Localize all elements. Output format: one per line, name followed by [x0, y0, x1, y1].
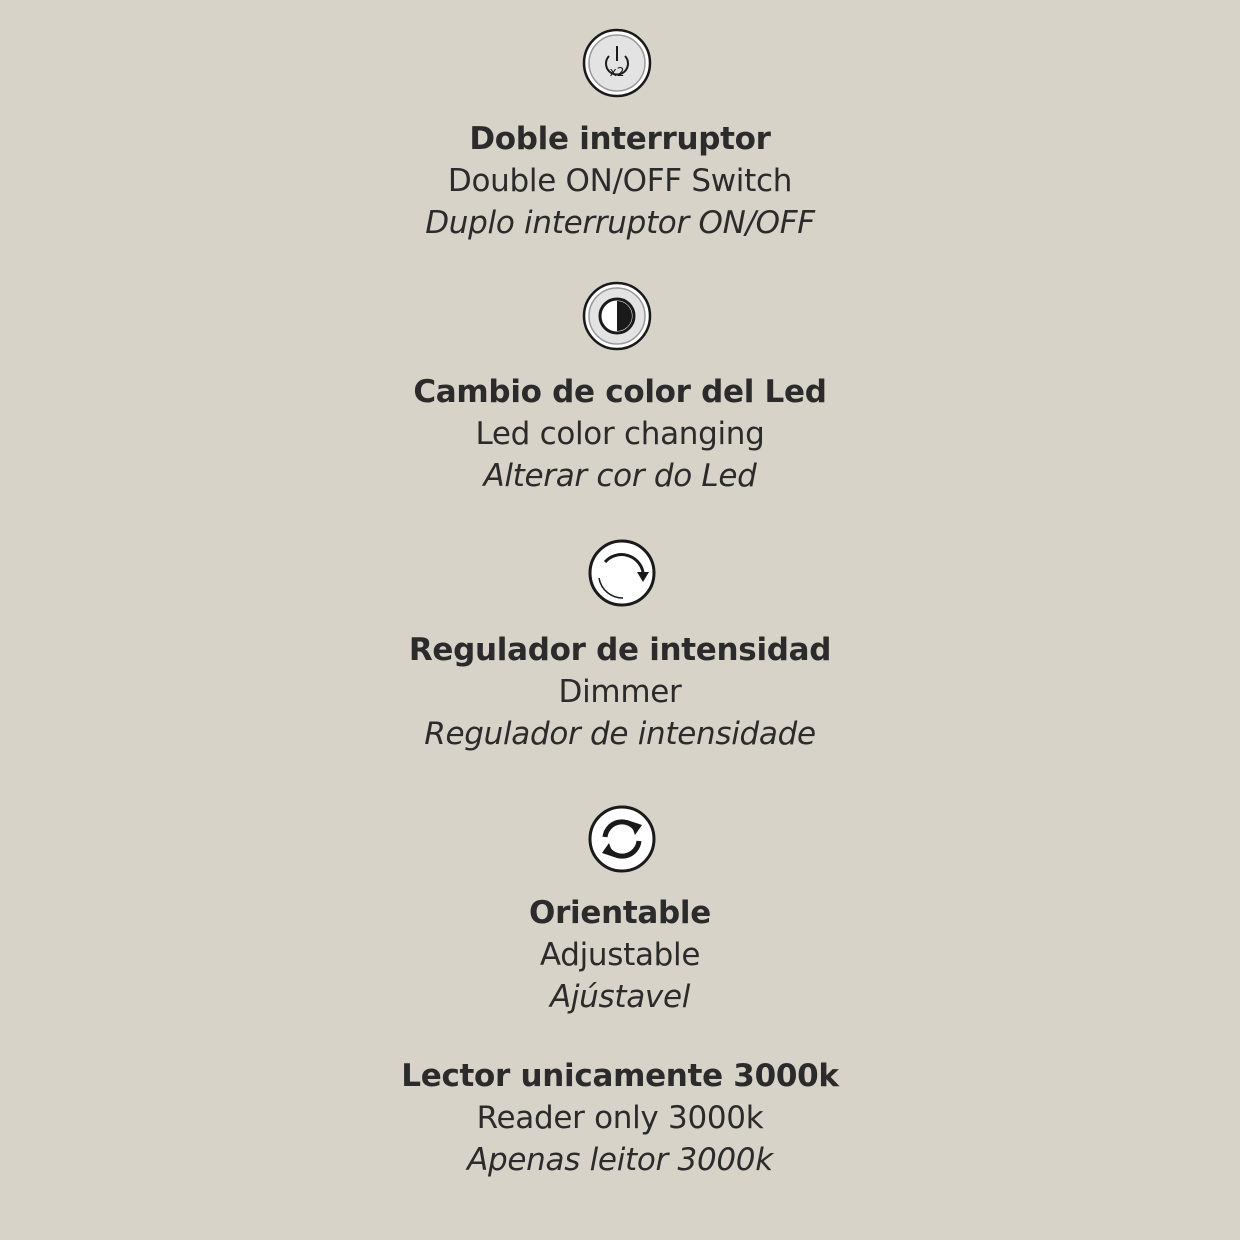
feature-english: Dimmer [558, 674, 682, 710]
feature-portuguese: Regulador de intensidade [424, 716, 816, 752]
double-switch-icon-label: x2 [609, 65, 625, 79]
feature-title: Orientable [529, 895, 711, 931]
feature-english: Double ON/OFF Switch [447, 163, 793, 199]
double-switch-icon [582, 28, 652, 98]
feature-title: Cambio de color del Led [413, 374, 827, 410]
feature-double-switch [0, 118, 1240, 244]
dimmer-icon [587, 538, 657, 608]
feature-title: Lector unicamente 3000k [401, 1058, 839, 1094]
feature-title: Regulador de intensidad [408, 632, 832, 668]
rotate-icon [587, 804, 657, 874]
feature-english: Reader only 3000k [476, 1100, 764, 1136]
feature-reader-3000k [0, 1055, 1240, 1181]
feature-english: Led color changing [475, 416, 765, 452]
feature-english: Adjustable [539, 937, 701, 973]
feature-adjustable [0, 892, 1240, 1018]
feature-portuguese: Duplo interruptor ON/OFF [425, 205, 815, 241]
led-color-icon [582, 281, 652, 351]
feature-portuguese: Alterar cor do Led [483, 458, 757, 494]
feature-portuguese: Ajústavel [549, 979, 691, 1015]
feature-title: Doble interruptor [469, 121, 771, 157]
feature-led-color [0, 371, 1240, 497]
feature-portuguese: Apenas leitor 3000k [467, 1142, 773, 1178]
feature-dimmer [0, 629, 1240, 755]
